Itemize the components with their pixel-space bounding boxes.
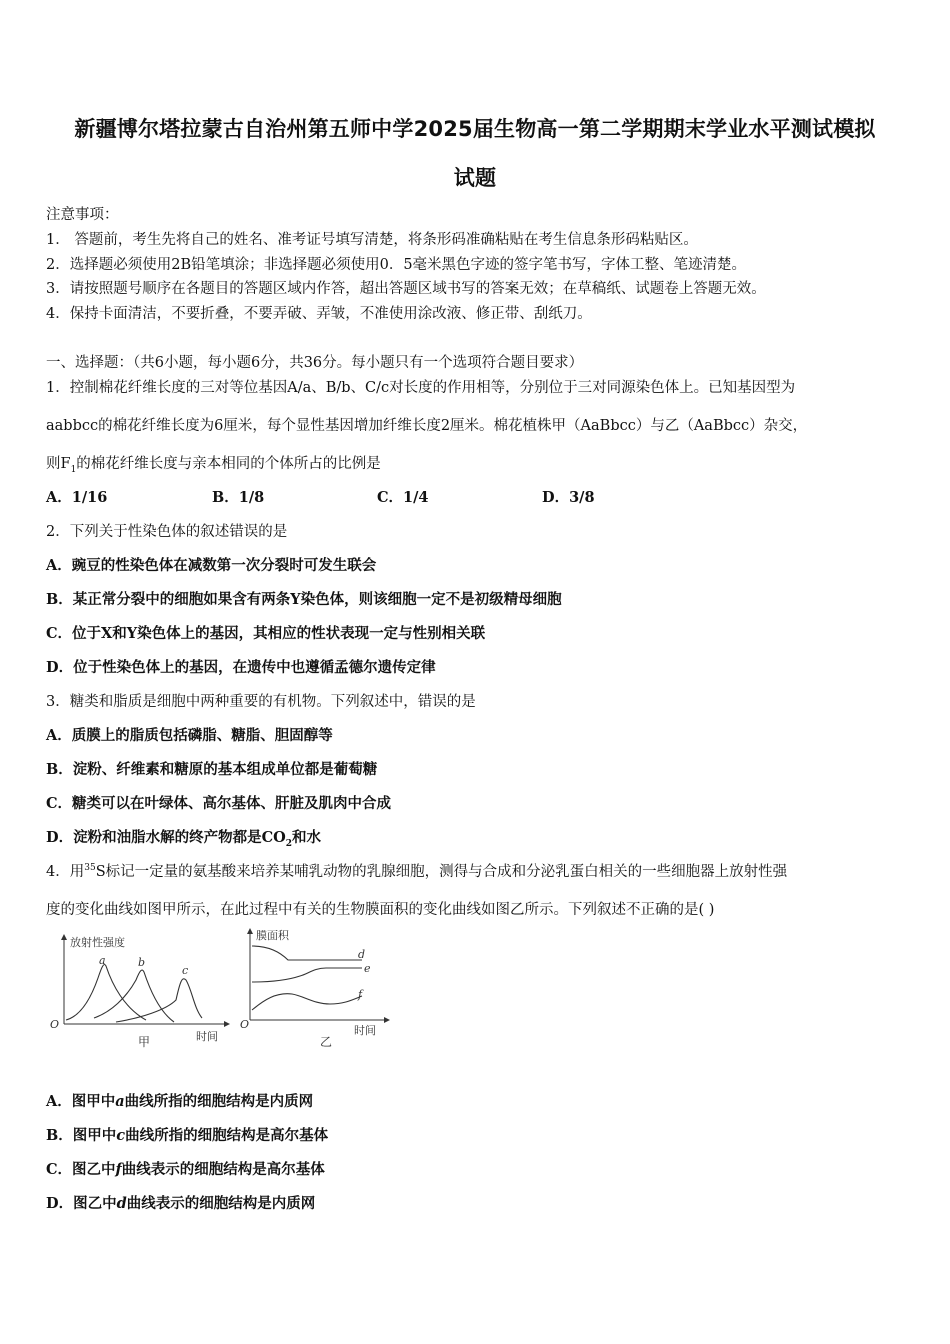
curve-e: [252, 968, 362, 982]
notice-item: 4．保持卡面清洁，不要折叠，不要弄破、弄皱，不准使用涂改液、修正带、刮纸刀。: [46, 306, 592, 322]
notice-item: 1． 答题前，考生先将自己的姓名、准考证号填写清楚，将条形码准确粘贴在考生信息条形码粘贴区。: [46, 232, 698, 248]
page-title-continued: 试题: [453, 166, 497, 190]
q4-stem-line2: 度的变化曲线如图甲所示，在此过程中有关的生物膜面积的变化曲线如图乙所示。下列叙述不正确的是( ): [46, 902, 715, 918]
curve-c: [116, 979, 202, 1022]
section-heading: 一、选择题：（共6小题，每小题6分，共36分。每小题只有一个选项符合题目要求）: [46, 355, 584, 371]
q3-option-c: C．糖类可以在叶绿体、高尔基体、肝脏及肌肉中合成: [46, 795, 392, 812]
x-axis-label: 时间: [354, 1024, 376, 1037]
q3-subscript: 2: [285, 838, 293, 849]
option-text: A．图甲中: [46, 1093, 116, 1110]
q1-option-b: B．1/8: [212, 489, 265, 506]
x-axis-label: 时间: [196, 1030, 218, 1043]
q1-stem-line3: [46, 452, 381, 475]
q1-stem-text: 则F: [46, 456, 71, 472]
curve-d-label: d: [358, 948, 366, 961]
curve-b: [94, 970, 174, 1022]
q1-option-d: D．3/8: [542, 489, 595, 506]
option-variable: a: [115, 1093, 125, 1110]
option-text: C．图乙中: [46, 1161, 116, 1178]
q1-option-c: C．1/4: [377, 489, 429, 506]
q4-stem-text: 4．用: [46, 864, 85, 880]
option-text: 曲线所指的细胞结构是高尔基体: [125, 1127, 329, 1144]
q2-option-a: A．豌豆的性染色体在减数第一次分裂时可发生联会: [46, 557, 377, 574]
q1-stem-line1: 1．控制棉花纤维长度的三对等位基因A/a、B/b、C/c对长度的作用相等，分别位于三对同源染色体上。已知基因型为: [46, 380, 796, 396]
figure-caption: 乙: [320, 1035, 333, 1049]
q2-stem: 2．下列关于性染色体的叙述错误的是: [46, 524, 288, 540]
q2-option-d: D．位于性染色体上的基因，在遗传中也遵循孟德尔遗传定律: [46, 659, 436, 676]
q1-option-a: A．1/16: [46, 489, 108, 506]
q4-option-b: [46, 1124, 328, 1145]
q2-option-b: B．某正常分裂中的细胞如果含有两条Y染色体，则该细胞一定不是初级精母细胞: [46, 591, 562, 608]
q3-option-d: [46, 826, 321, 849]
curve-c-label: c: [182, 964, 189, 977]
figure-yi: [240, 924, 395, 1050]
q4-stem-line1: [46, 860, 787, 881]
q1-subscript: 1: [70, 464, 77, 475]
x-axis-arrow-icon: [384, 1017, 390, 1023]
curve-f-label: f: [358, 988, 363, 1001]
q3-option-d-text: D．淀粉和油脂水解的终产物都是CO: [46, 829, 286, 846]
q3-option-d-text: 和水: [292, 829, 322, 846]
curve-e-label: e: [364, 962, 371, 975]
y-axis-label: 膜面积: [256, 929, 289, 942]
origin-label: O: [50, 1018, 60, 1031]
q4-stem-text: S标记一定量的氨基酸来培养某哺乳动物的乳腺细胞，测得与合成和分泌乳蛋白相关的一些细胞器上放射性强: [95, 864, 788, 880]
notice-item: 3．请按照题号顺序在各题目的答题区域内作答，超出答题区域书写的答案无效；在草稿纸、试题卷上答题无效。: [46, 281, 766, 297]
curve-a-label: a: [99, 954, 106, 967]
notice-heading: 注意事项：: [46, 207, 119, 223]
curve-d: [252, 946, 362, 960]
option-text: 曲线表示的细胞结构是内质网: [126, 1195, 316, 1212]
x-axis-arrow-icon: [224, 1021, 230, 1027]
q4-superscript: 35: [84, 863, 96, 874]
y-axis-arrow-icon: [247, 928, 253, 934]
option-text: 曲线所指的细胞结构是内质网: [124, 1093, 314, 1110]
y-axis-label: 放射性强度: [70, 936, 125, 949]
curve-b-label: b: [138, 956, 146, 969]
option-variable: c: [116, 1127, 126, 1144]
q3-option-a: A．质膜上的脂质包括磷脂、糖脂、胆固醇等: [46, 727, 333, 744]
notice-item: 2．选择题必须使用2B铅笔填涂；非选择题必须使用0．5毫米黑色字迹的签字笔书写，字体工整、笔迹清楚。: [46, 257, 747, 273]
option-text: D．图乙中: [46, 1195, 117, 1212]
option-text: 曲线表示的细胞结构是高尔基体: [121, 1161, 325, 1178]
origin-label: O: [240, 1018, 250, 1031]
q4-option-c: [46, 1158, 325, 1179]
page-title: 新疆博尔塔拉蒙古自治州第五师中学2025届生物高一第二学期期末学业水平测试模拟: [74, 117, 876, 141]
figure-caption: 甲: [138, 1035, 151, 1049]
q4-option-d: [46, 1192, 315, 1213]
q4-option-a: [46, 1090, 313, 1111]
option-text: B．图甲中: [46, 1127, 117, 1144]
curve-f: [252, 994, 362, 1010]
q3-stem: 3．糖类和脂质是细胞中两种重要的有机物。下列叙述中，错误的是: [46, 694, 476, 710]
q2-option-c: C．位于X和Y染色体上的基因，其相应的性状表现一定与性别相关联: [46, 625, 486, 642]
option-variable: f: [115, 1161, 122, 1178]
figure-jia: [46, 928, 236, 1050]
y-axis-arrow-icon: [61, 934, 67, 940]
curve-a: [66, 965, 146, 1021]
q1-stem-line2: aabbcc的棉花纤维长度为6厘米，每个显性基因增加纤维长度2厘米。棉花植株甲（AaBbcc）与乙（AaBbcc）杂交，: [46, 418, 808, 434]
q1-stem-text: 的棉花纤维长度与亲本相同的个体所占的比例是: [76, 456, 381, 472]
q3-option-b: B．淀粉、纤维素和糖原的基本组成单位都是葡萄糖: [46, 761, 378, 778]
option-variable: d: [116, 1195, 127, 1212]
